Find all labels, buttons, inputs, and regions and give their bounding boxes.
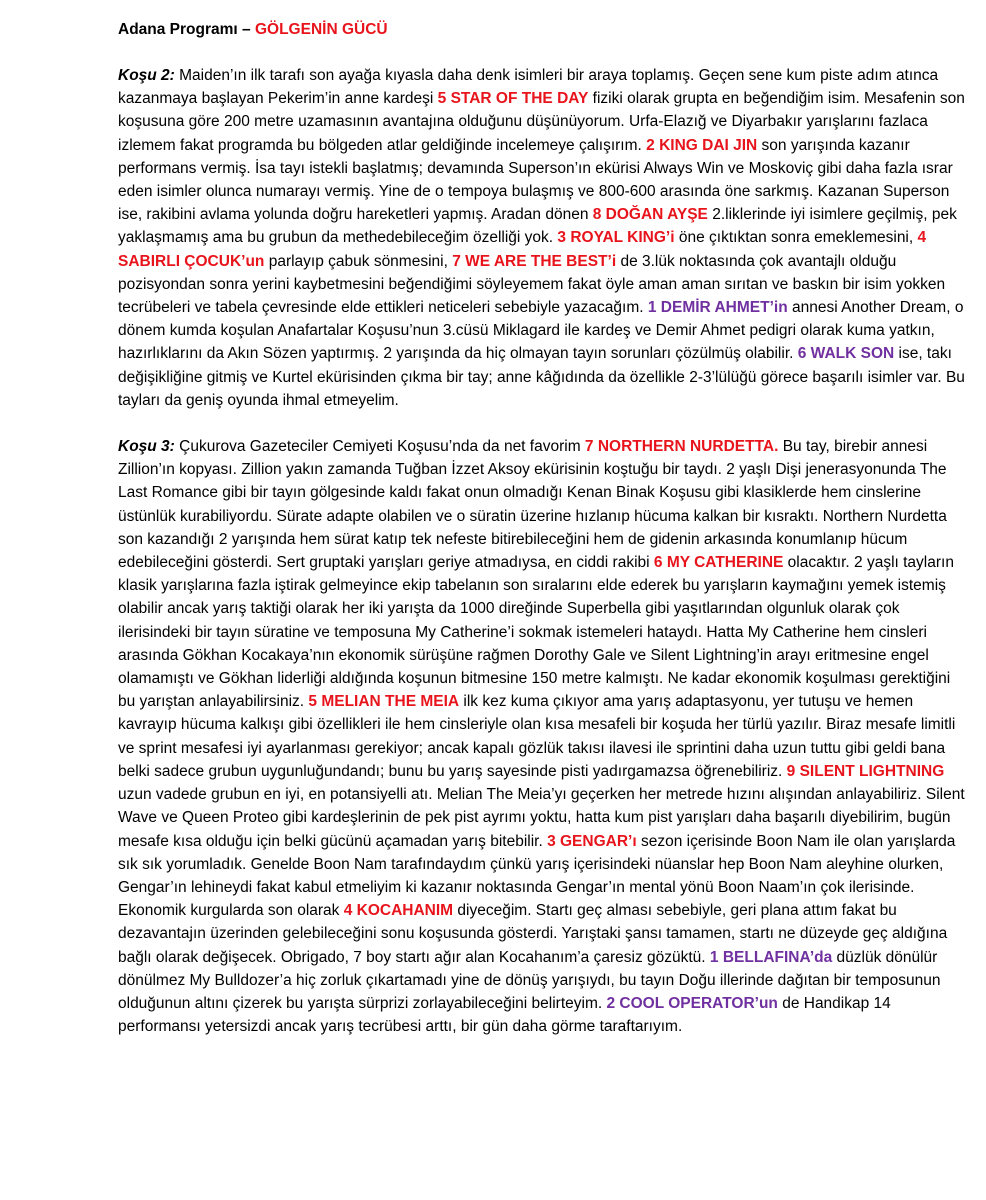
body-text: son yarışında kazanır performans vermiş. İsa tayı istekli başlatmış; devamında Superson’ın ekürisi Always Win ve Moskoviç gibi daha fazla ısrar eden isimler olunca numarayı vermiş. Yine de o tempoya bulaşmış ve 800-600 arasında öne sarkmış. Kazanan Superson ise, rakibini avlama yolunda doğru hareketleri yapmış. Aradan dönen xyxy=(118,136,953,224)
body-text: parlayıp çabuk sönmesini, xyxy=(264,252,453,270)
horse-name-highlight: 2 COOL OPERATOR’un xyxy=(606,994,778,1012)
horse-name-highlight: 1 BELLAFINA’da xyxy=(709,948,833,966)
body-text: Maiden’ın ilk tarafı son ayağa kıyasla daha denk isimleri bir araya toplamış. Geçen sene kum piste adım atınca kazanmaya başlayan Pekerim’in anne kardeşi xyxy=(118,67,939,108)
body-text: sezon içerisinde Boon Nam ile olan yarışlarda sık sık yorumladık. Genelde Boon Nam tarafındaydım çünkü yarış içerisindeki nüanslar hep Boon Nam aleyhine olurken, Gengar’ın lehineydi fakat kabul etmeliyim ki kazanır noktasında Gengar’ın mental yönü Boon Naam’ın çok ilerisinde. Ekonomik kurgularda son olarak xyxy=(118,832,956,920)
body-text: öne çıktıktan sonra emeklemesini, xyxy=(674,229,918,247)
document-title xyxy=(118,18,968,42)
race-label: Koşu 3: xyxy=(118,438,175,456)
body-text: Bu tay, birebir annesi Zillion’ın kopyası. Zillion yakın zamanda Tuğban İzzet Aksoy ekürisinin koştuğu bir taydı. 2 yaşlı Dişi jenerasyonunda The Last Romance gibi bir tayın gölgesinde kaldı fakat onun olmadığı Kenan Binak Koşusu gibi klasiklerde hem cinslerine üstünlük kurabiliyordu. Sürate adapte olabilen ve o süratin üzerine hızlanıp hücuma kalkan bir kısraktı. Northern Nurdetta son kazandığı 2 yarışında hem sürat katıp tek nefeste bitirebileceğini hem de gidenin arkasında konumlanıp hücum edebileceğini gösterdi. Sert gruptaki yarışları geriye atmadıysa, en ciddi rakibi xyxy=(118,438,947,572)
body-text: de 3.lük noktasında çok avantajlı olduğu pozisyondan sonra yerini kaybetmesini beğendiğimi söyleyemem fakat öyle aman aman sırıtan ve baskın bir isim yokken tecrübeleri ve tabela çevresinde elde ettikleri neticeleri sebebiyle yazacağım. xyxy=(118,252,946,317)
title-prefix: Adana Programı – xyxy=(118,21,255,38)
body-text: annesi Another Dream, o dönem kumda koşulan Anafartalar Koşusu’nun 3.cüsü Miklagard ile kardeş ve Demir Ahmet pedigri olarak kuma yatkın, hazırlıklarını da Akın Sözen yaptırmış. 2 yarışında da hiç olmayan tayın sorunları çözülmüş olabilir. xyxy=(118,299,964,363)
body-text: fiziki olarak grupta en beğendiğim isim. Mesafenin son koşusuna göre 200 metre uzamasının avantajına olduğunu düşünüyorum. Urfa-Elazığ ve Diyarbakır yarışlarını fazlaca izlemem fakat programda bu bölgeden atlar geldiğinde incelemeye çalışırım. xyxy=(118,90,965,154)
body-text: Çukurova Gazeteciler Cemiyeti Koşusu’nda da net favorim xyxy=(174,438,585,456)
horse-name-highlight: 1 DEMİR AHMET’in xyxy=(647,299,788,317)
body-text: 2.liklerinde iyi isimlere geçilmiş, pek yaklaşmamış ama bu grubun da methedebileceğim özelliği yok. xyxy=(118,206,957,247)
body-text: uzun vadede grubun en iyi, en potansiyelli atı. Melian The Meia’yı geçerken her metrede hızını alışından anlayabiliriz. Silent Wave ve Queen Proteo gibi kardeşlerinin de pek pist ayrımı yoktu, hatta kum pist yarışları daha başarılı diyebilirim, bugün mesafe kısa olduğu için belki gücünü açamadan yarış bitebilir. xyxy=(118,786,965,850)
horse-name-highlight: 7 NORTHERN NURDETTA. xyxy=(584,438,779,456)
horse-name-highlight: 6 MY CATHERINE xyxy=(653,554,784,572)
horse-name-highlight: 5 STAR OF THE DAY xyxy=(437,90,589,108)
race-label: Koşu 2: xyxy=(118,67,175,84)
title-highlight: GÖLGENİN GÜCÜ xyxy=(254,21,388,38)
horse-name-highlight: 2 KING DAI JIN xyxy=(646,136,758,154)
horse-name-highlight: 8 DOĞAN AYŞE xyxy=(592,206,708,224)
body-text: diyeceğim. Startı geç alması sebebiyle, geri plana attım fakat bu dezavantajın üzerinden gelebileceğini sonu koşusunda gösterdi. Yarıştaki şansı tamamen, startı ne düzeyde geç aldığına bağlı olarak değişecek. Obrigado, 7 boy startı ağır alan Kocahanım’a çaresiz gözüktü. xyxy=(118,902,948,966)
body-text: ise, takı değişikliğine gitmiş ve Kurtel ekürisinden çıkma bir tay; anne kâğıdında da özellikle 2-3’lülüğü görece başarılı isimler var. Bu tayları da geniş oyunda ihmal etmeyelim. xyxy=(118,345,965,409)
horse-name-highlight: 4 KOCAHANIM xyxy=(343,902,454,920)
race-3-paragraph xyxy=(118,435,968,1038)
body-text: düzlük dönülür dönülmez My Bulldozer’a hiç zorluk çıkartamadı yine de dönüş yarışıydı, bu tayın Doğu illerinde dağıtan bir temposunun olduğunun altını çizerek bu yarışta sürprizi zorlayabileceğini belirteyim. xyxy=(118,948,941,1012)
race-2-paragraph xyxy=(118,64,968,412)
horse-name-highlight: 3 GENGAR’ı xyxy=(547,832,637,850)
horse-name-highlight: 3 ROYAL KING’i xyxy=(557,229,675,247)
horse-name-highlight: 4 SABIRLI ÇOCUK’un xyxy=(118,229,927,270)
horse-name-highlight: 6 WALK SON xyxy=(797,345,895,363)
body-text: de Handikap 14 performansı yetersizdi ancak yarış tecrübesi arttı, bir gün daha görme taraftarıyım. xyxy=(118,994,891,1036)
body-text: ilk kez kuma çıkıyor ama yarış adaptasyonu, yer tutuşu ve hemen kavrayıp hücuma kalkışı gibi özellikleri ile hem cinsleriyle olan kısa mesafeli bir koşuda her türlü yazılır. Biraz mesafe limitli ve sprint mesafesi iyi ayarlanması gerekiyor; ancak kapalı gözlük takısı ilavesi ile sprintini daha uzun tuttu gibi geldi bana belki sadece grubun uygunluğundandı; bunu bu yarış sayesinde pisti yadırgamazsa öğrenebiliriz. xyxy=(118,693,956,780)
body-text: olacaktır. 2 yaşlı tayların klasik yarışlarına fazla iştirak gelmeyince ekip tabelanın son sıralarını elde ederek bu yarışların kaymağını yemek istemiş olabilir ancak yarış taktiği olarak her iki yarışta da 1000 direğinde Superbella gibi yaşıtlarından olgunluk olarak çok ilerisindeki bir tayın süratine ve temposuna My Catherine’i sokmak istemeleri hataydı. Hatta My Catherine hem cinsleri arasında Gökhan Kocakaya’nın ekonomik sürüşüne rağmen Dorothy Gale ve Silent Lightning’in arayı eritmesine engel olamamıştı ve Gökhan liderliği aldığında koşunun bitmesine 150 metre kalmıştı. Ne kadar ekonomik koşulması gerektiğini bu yarıştan anlayabilirsiniz. xyxy=(118,554,954,711)
horse-name-highlight: 7 WE ARE THE BEST’i xyxy=(452,252,617,270)
horse-name-highlight: 9 SILENT LIGHTNING xyxy=(786,762,945,780)
horse-name-highlight: 5 MELIAN THE MEIA xyxy=(308,693,460,711)
